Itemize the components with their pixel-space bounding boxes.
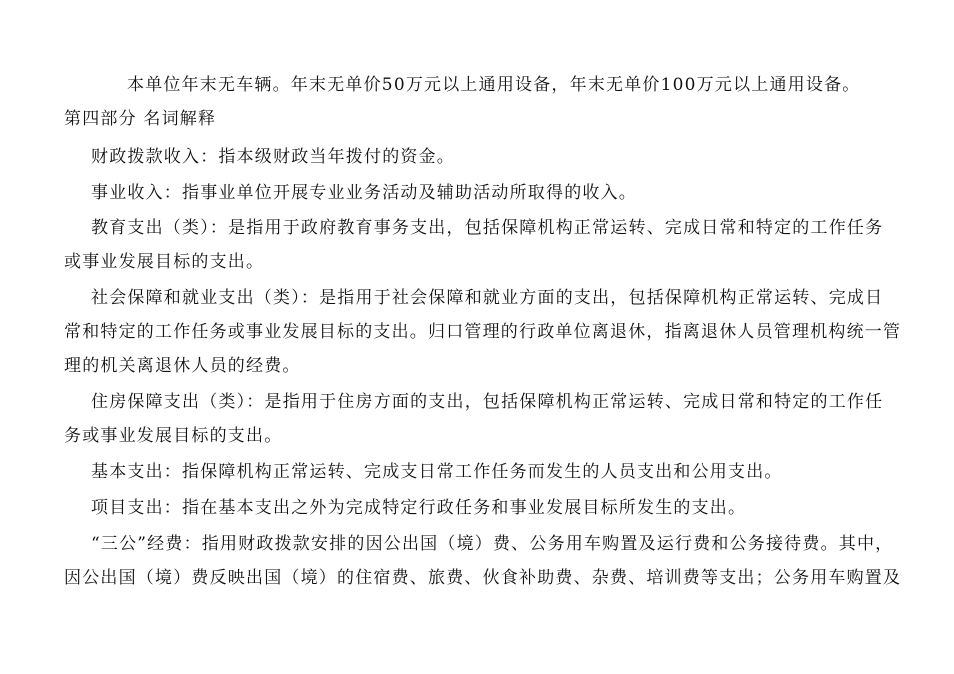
term-social-security-line-2: 常和特定的工作任务或事业发展目标的支出。归口管理的行政单位离退休，指离退休人员管理机构统一管 <box>64 322 902 342</box>
term-education-expenditure-line-1: 教育支出（类）：是指用于政府教育事务支出，包括保障机构正常运转、完成日常和特定的工作任务 <box>91 218 884 238</box>
term-fiscal-appropriation-income: 财政拨款收入：指本级财政当年拨付的资金。 <box>91 147 455 167</box>
term-business-income: 事业收入：指事业单位开展专业业务活动及辅助活动所取得的收入。 <box>91 183 637 203</box>
intro-paragraph: 本单位年末无车辆。年末无单价50万元以上通用设备，年末无单价100万元以上通用设备。 <box>127 75 861 95</box>
term-three-public-expenses-line-2: 因公出国（境）费反映出国（境）的住宿费、旅费、伙食补助费、杂费、培训费等支出；公务用车购置及 <box>64 568 902 588</box>
term-project-expenditure: 项目支出：指在基本支出之外为完成特定行政任务和事业发展目标所发生的支出。 <box>91 498 747 518</box>
section-heading: 第四部分 名词解释 <box>64 109 217 129</box>
term-education-expenditure-line-2: 或事业发展目标的支出。 <box>64 252 265 272</box>
term-basic-expenditure: 基本支出：指保障机构正常运转、完成支日常工作任务而发生的人员支出和公用支出。 <box>91 462 783 482</box>
term-housing-security-line-2: 务或事业发展目标的支出。 <box>64 426 283 446</box>
term-social-security-line-3: 理的机关离退休人员的经费。 <box>64 356 301 376</box>
term-three-public-expenses-line-1: “三公”经费：指用财政拨款安排的因公出国（境）费、公务用车购置及运行费和公务接待费。其中， <box>91 534 894 554</box>
term-social-security-line-1: 社会保障和就业支出（类）：是指用于社会保障和就业方面的支出，包括保障机构正常运转、完成日 <box>91 288 884 308</box>
term-housing-security-line-1: 住房保障支出（类）：是指用于住房方面的支出，包括保障机构正常运转、完成日常和特定的工作任 <box>91 392 884 412</box>
